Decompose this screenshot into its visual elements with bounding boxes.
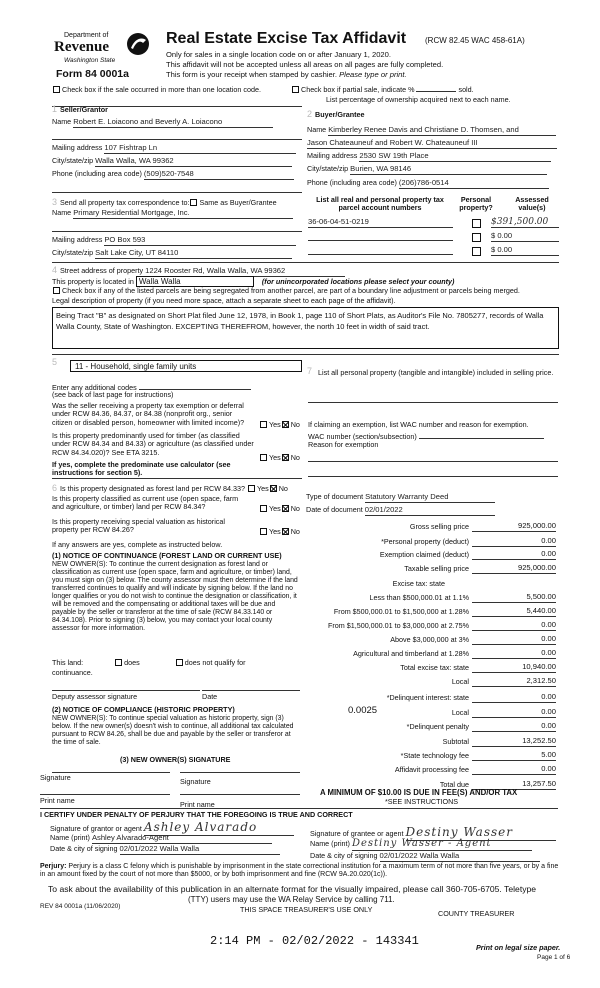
buyer-city-field[interactable]: Burien, WA 98146 — [350, 165, 547, 175]
historic-answer: Yes No — [259, 528, 300, 536]
correspondence-city-row: City/state/zip Salt Lake City, UT 84110 — [52, 249, 292, 259]
buyer-mailing-field[interactable]: 2530 SW 19th Place — [359, 152, 551, 162]
continuance-label: continuance. — [52, 668, 93, 677]
correspondence-name-row: Name Primary Residential Mortgage, Inc. — [52, 209, 293, 219]
multi-location-check[interactable] — [52, 86, 261, 94]
owner-signature-label-1: Signature — [40, 773, 71, 782]
grantor-name-field[interactable]: Ashley Alvarado-Agent — [92, 834, 272, 844]
exemption-no-checkbox[interactable] — [282, 421, 289, 428]
calc-value[interactable]: 5,500.00 — [472, 593, 556, 603]
calc-label: From $1,500,000.01 to $3,000,000 at 2.75% — [327, 621, 469, 630]
logo-dept-text: Department of — [64, 32, 109, 39]
owner-print-name-label-1: Print name — [40, 796, 75, 805]
seller-heading-text: Seller/Grantor — [60, 105, 108, 114]
grantee-date-field[interactable]: 02/01/2022 Walla Walla — [380, 852, 540, 862]
timber-yes-checkbox[interactable] — [260, 454, 267, 461]
buyer-name-row-2 — [307, 139, 557, 149]
current-use-question: Is this property classified as current use (open space, farm and agriculture, or timber) land per RCW 84.34? — [52, 494, 239, 512]
calc-label: Subtotal — [442, 737, 469, 746]
correspondence-city-field[interactable]: Salt Lake City, UT 84110 — [95, 249, 292, 259]
calc-value[interactable]: 5.00 — [472, 751, 556, 761]
calc-label: Gross selling price — [409, 522, 469, 531]
personal-property-checkbox[interactable] — [472, 247, 481, 256]
notice-continuance-title: (1) NOTICE OF CONTINUANCE (FOREST LAND OR CURRENT USE) — [52, 551, 282, 560]
header-line-2: This affidavit will not be accepted unless all areas on all pages are fully completed. — [166, 60, 444, 69]
form-rcw: (RCW 82.45 WAC 458-61A) — [425, 36, 525, 45]
seller-mailing-row: Mailing address 107 Fishtrap Ln — [52, 144, 296, 154]
multi-location-label: Check box if the sale occurred in more than one location code. — [62, 85, 261, 94]
legal-description-label: Legal description of property (if you need more space, attach a separate sheet to each page of the affidavit). — [52, 296, 396, 305]
header-line-1: Only for sales in a single location code on or after January 1, 2020. — [166, 50, 391, 59]
forest-no-checkbox[interactable] — [270, 485, 277, 492]
calc-label: *Delinquent penalty — [406, 722, 469, 731]
buyer-heading-text: Buyer/Grantee — [315, 110, 365, 119]
parcel-number-field[interactable]: 36-06-04-51-0219 — [308, 218, 453, 228]
segregated-checkbox[interactable] — [53, 287, 60, 294]
calc-label: Total excise tax: state — [400, 663, 469, 672]
grantee-date-row: Date & city of signing 02/01/2022 Walla Walla — [310, 852, 540, 862]
buyer-phone-field[interactable]: (206)786-0514 — [399, 179, 549, 189]
parcel-row-2 — [308, 232, 560, 244]
buyer-name-field-2[interactable]: Jason Chateauneuf and Robert W. Chateauneuf III — [307, 139, 557, 149]
logo-swoosh-icon — [126, 32, 150, 56]
parcel-row-1 — [308, 218, 560, 230]
land-use-select[interactable]: 11 - Household, single family units — [70, 360, 302, 372]
grantor-signature-row: Signature of grantor or agent Ashley Alvarado — [50, 821, 294, 836]
calc-value[interactable]: 0.00 — [472, 621, 556, 631]
buyer-name-field-1[interactable]: Kimberley Renee Davis and Christiane D. Thomsen, and — [328, 126, 556, 136]
calc-value[interactable]: 0.00 — [472, 537, 556, 547]
reason-row: Reason for exemption — [308, 440, 379, 449]
calc-label: Local — [451, 677, 469, 686]
calc-value[interactable]: 925,000.00 — [472, 522, 556, 532]
exemption-yes-checkbox[interactable] — [260, 421, 267, 428]
deputy-date-label: Date — [202, 692, 218, 701]
parcel-col-1-header: List all real and personal property tax parcel account numbers — [316, 195, 444, 213]
land-does-checkbox[interactable] — [115, 659, 122, 666]
grantee-signature-row: Signature of grantee or agent Destiny Wasser — [310, 826, 556, 841]
current-use-no-checkbox[interactable] — [282, 505, 289, 512]
partial-sale-label-a: Check box if partial sale, indicate % — [301, 85, 415, 94]
header-line-3 — [166, 71, 407, 80]
timber-note: If yes, complete the predominate use calculator (see instructions for section 5). — [52, 460, 231, 478]
seller-name-field[interactable]: Robert E. Loiacono and Beverly A. Loiacono — [73, 118, 273, 128]
calc-label: *State technology fee — [400, 751, 469, 760]
calc-label: Excise tax: state — [392, 579, 445, 588]
correspondence-mailing-row: Mailing address PO Box 593 — [52, 236, 296, 246]
assessed-value-field[interactable]: $ 0.00 — [491, 232, 559, 242]
owner-print-name-label-2: Print name — [180, 800, 215, 809]
calc-value[interactable]: 13,252.50 — [472, 737, 556, 747]
parcel-col-3-header: Assessed value(s) — [515, 195, 549, 213]
grantee-name-row: Name (print) Destiny Wasser - Agent — [310, 838, 532, 851]
current-use-answer: Yes No — [259, 505, 300, 513]
accessibility-note-1: To ask about the availability of this publication in an alternate format for the visually impaired, please call 360-705-6705. Teletype — [48, 884, 537, 894]
exemption-question: Was the seller receiving a property tax exemption or deferral under RCW 84.36, 84.37, or 84.38 (nonprofit org., senior citizen or disabled person, homeowner with limited income)? — [52, 401, 245, 427]
located-in-select[interactable]: Walla Walla — [136, 276, 254, 287]
calc-value[interactable]: 0.00 — [472, 708, 556, 718]
land-does-not-checkbox[interactable] — [176, 659, 183, 666]
additional-codes-row: Enter any additional codes — [52, 382, 251, 392]
county-treasurer: COUNTY TREASURER — [438, 909, 515, 918]
partial-sale-percent-field[interactable] — [416, 91, 456, 92]
seller-city-row: City/state/zip Walla Walla, WA 99362 — [52, 157, 292, 167]
page-number: Page 1 of 6 — [537, 954, 571, 961]
grantee-name-field[interactable]: Destiny Wasser - Agent — [352, 838, 532, 851]
historic-yes-checkbox[interactable] — [260, 528, 267, 535]
owner-signature-label-2: Signature — [180, 777, 211, 786]
calc-value[interactable]: 925,000.00 — [472, 564, 556, 574]
calc-label: Agricultural and timberland at 1.28% — [353, 649, 469, 658]
perjury-notice: Perjury: Perjury is a class C felony which is punishable by imprisonment in the state correctional institution for a maximum term of not more than five years, or by a fine in an amount fixed by the court of not more than $5000, or by both imprisonment and fine (RCW 9A.20.020(1c)). — [40, 863, 559, 879]
parcel-col-2-header: Personal property? — [459, 195, 493, 213]
calc-value[interactable]: 5,440.00 — [472, 607, 556, 617]
calc-value[interactable]: 0.00 — [472, 635, 556, 645]
correspondence-name-field[interactable]: Primary Residential Mortgage, Inc. — [73, 209, 293, 219]
document-date-row: Date of document 02/01/2022 — [306, 506, 495, 516]
personal-property-checkbox[interactable] — [472, 233, 481, 242]
parcel-number-field[interactable] — [308, 232, 453, 241]
forest-land-row: 6 Is this property designated as forest land per RCW 84.33? Yes No — [52, 483, 288, 493]
calc-value[interactable]: 0.00 — [472, 722, 556, 732]
segregated-check[interactable]: Check box if any of the listed parcels are being segregated from another parcel, are part of a boundary line adjustment or parcels being merged. — [52, 287, 520, 295]
calc-label: Exemption claimed (deduct) — [379, 550, 469, 559]
header-line-3-text: This form is your receipt when stamped by cashier. — [166, 70, 337, 79]
seller-phone-field[interactable]: (509)520-7548 — [144, 170, 294, 180]
calc-value[interactable]: 0.00 — [472, 765, 556, 775]
partial-sale-checkbox[interactable] — [292, 86, 299, 93]
timber-no-checkbox[interactable] — [282, 454, 289, 461]
treasurer-use-only: THIS SPACE TREASURER'S USE ONLY — [240, 905, 373, 914]
notice-continuance-body: NEW OWNER(S): To continue the current designation as forest land or classification as current use (open space, farm and agriculture, or timber) land, you must sign on (3) below. The county assessor must then determine if the land transferred continues to qualify and will indicate by signing below. If the land no longer qualifies or you do not wish to continue the designation or classification, it will be removed and the compensating or additional taxes will be due and payable by the seller or transferor at the time of sale (RCW 84.33.140 or 84.34.108). Prior to signing (3) below, you may contact your local county assessor for more information. — [52, 561, 298, 632]
see-instructions-note: *SEE INSTRUCTIONS — [385, 797, 459, 806]
buyer-name-row: Name Kimberley Renee Davis and Christiane D. Thomsen, and — [307, 126, 556, 136]
calc-label: Above $3,000,000 at 3% — [390, 635, 469, 644]
personal-property-checkbox[interactable] — [472, 219, 481, 228]
calc-label: *Personal property (deduct) — [381, 537, 469, 546]
calc-label: Local — [451, 708, 469, 717]
additional-codes-field[interactable] — [139, 382, 251, 390]
seller-phone-row: Phone (including area code) (509)520-7548 — [52, 170, 294, 180]
ownership-note: List percentage of ownership acquired next to each name. — [326, 95, 511, 104]
calc-label: *Delinquent interest: state — [386, 693, 469, 702]
personal-property-list: List all personal property (tangible and intangible) included in selling price. — [318, 368, 554, 377]
form-title: Real Estate Excise Tax Affidavit — [166, 30, 407, 47]
wac-intro: If claiming an exemption, list WAC number and reason for exemption. — [308, 420, 529, 429]
calc-label: Taxable selling price — [404, 564, 469, 573]
calc-label: Affidavit processing fee — [394, 765, 469, 774]
multi-location-checkbox[interactable] — [53, 86, 60, 93]
calc-value[interactable]: 0.00 — [472, 649, 556, 659]
street-address-row: 4 Street address of property 1224 Rooster Rd, Walla Walla, WA 99362 — [52, 265, 345, 277]
legal-description-field[interactable]: Being Tract "B" as designated on Short Plat filed June 12, 1978, in Book 1, page 110 of Short Plats, as Auditor's File No. 7805277, records of Walla Walla County, State of Washington. EXCEPTING THEREFROM, however, the north 10 feet in width of said tract. — [52, 307, 559, 349]
buyer-heading: 2 Buyer/Grantee — [307, 109, 365, 119]
calc-value[interactable]: 13,257.50 — [472, 780, 556, 790]
seller-city-field[interactable]: Walla Walla, WA 99362 — [95, 157, 292, 167]
logo-state-text: Washington State — [64, 57, 116, 64]
seller-mailing-field[interactable]: 107 Fishtrap Ln — [104, 144, 296, 154]
new-owner-signature-title: (3) NEW OWNER(S) SIGNATURE — [120, 755, 231, 764]
parcel-row-3 — [308, 246, 560, 258]
print-legal-note: Print on legal size paper. — [476, 943, 561, 952]
partial-sale-label-b: sold. — [458, 85, 474, 94]
grantor-signature-field[interactable]: Ashley Alvarado — [144, 821, 294, 836]
historic-question: Is this property receiving special valuation as historical property per RCW 84.26? — [52, 517, 225, 535]
wac-number-row: WAC number (section/subsection) — [308, 431, 544, 441]
calc-label: Less than $500,000.01 at 1.1% — [369, 593, 469, 602]
same-as-buyer-checkbox[interactable] — [190, 199, 197, 206]
calc-value[interactable]: 2,312.50 — [472, 677, 556, 687]
if-yes-note: If any answers are yes, complete as instructed below. — [52, 540, 223, 549]
header-line-3-italic: Please type or print. — [339, 70, 407, 79]
local-rate: 0.0025 — [348, 705, 378, 716]
current-use-yes-checkbox[interactable] — [260, 505, 267, 512]
assessed-value-field[interactable]: $ 0.00 — [491, 246, 559, 256]
grantor-date-field[interactable]: 02/01/2022 Walla Walla — [120, 845, 280, 855]
land-qualify-row: This land: does does not qualify for — [52, 658, 246, 667]
correspondence-mailing-field[interactable]: PO Box 593 — [104, 236, 296, 246]
buyer-city-row: City/state/zip Burien, WA 98146 — [307, 165, 547, 175]
located-in-row: This property is located in Walla Walla (for unincorporated locations please select your county) — [52, 277, 455, 286]
forest-yes-checkbox[interactable] — [248, 485, 255, 492]
wac-number-field[interactable] — [419, 431, 544, 439]
parcel-number-field[interactable] — [308, 246, 453, 255]
certify-title: I CERTIFY UNDER PENALTY OF PERJURY THAT THE FOREGOING IS TRUE AND CORRECT — [40, 810, 353, 819]
exemption-answer: Yes No — [259, 421, 300, 429]
deputy-signature-label: Deputy assessor signature — [52, 692, 138, 701]
accessibility-note-2: (TTY) users may use the WA Relay Service by calling 711. — [188, 895, 395, 904]
additional-codes-note: (see back of last page for instructions) — [52, 390, 174, 399]
partial-sale-check[interactable] — [291, 86, 474, 94]
notice-compliance-body: NEW OWNER(S): To continue special valuation as historic property, sign (3) below. If the new owner(s) doesn't wish to continue, all additional tax calculated pursuant to RCW 84.26, shall be due and payable by the seller or transferor at the time of sale. — [52, 715, 294, 746]
historic-no-checkbox[interactable] — [282, 528, 289, 535]
buyer-phone-row: Phone (including area code) (206)786-0514 — [307, 179, 549, 189]
seller-name-row: Name Robert E. Loiacono and Beverly A. Loiacono — [52, 118, 273, 128]
buyer-mailing-row: Mailing address 2530 SW 19th Place — [307, 152, 551, 162]
revision-number: REV 84 0001a (11/06/2020) — [40, 903, 121, 910]
receipt-stamp: 2:14 PM - 02/02/2022 - 143341 — [210, 934, 419, 948]
calc-label: From $500,000.01 to $1,500,000 at 1.28% — [333, 607, 469, 616]
located-in-note: (for unincorporated locations please select your county) — [261, 277, 455, 286]
seller-heading: 1 Seller/Grantor — [52, 104, 108, 114]
calc-value[interactable]: 0.00 — [472, 550, 556, 560]
document-date-field[interactable]: 02/01/2022 — [365, 506, 495, 516]
document-type-select[interactable]: Statutory Warranty Deed — [365, 493, 495, 503]
grantor-date-row: Date & city of signing 02/01/2022 Walla Walla — [50, 845, 280, 855]
grantee-signature-field[interactable]: Destiny Wasser — [406, 826, 556, 841]
timber-question: Is this property predominantly used for timber (as classified under RCW 84.34 and 84.33) or agriculture (as classified under RCW 84.34.020)? See ETA 3215. — [52, 431, 254, 457]
notice-compliance-title: (2) NOTICE OF COMPLIANCE (HISTORIC PROPERTY) — [52, 705, 235, 714]
form-number: Form 84 0001a — [56, 68, 129, 80]
calc-value[interactable]: 10,940.00 — [472, 663, 556, 673]
timber-answer: Yes No — [259, 454, 300, 462]
document-type-row: Type of document Statutory Warranty Deed — [306, 493, 495, 503]
calc-value[interactable]: 0.00 — [472, 693, 556, 703]
correspondence-heading: 3 Send all property tax correspondence to: Same as Buyer/Grantee — [52, 197, 277, 207]
grantor-name-row: Name (print) Ashley Alvarado-Agent — [50, 834, 272, 844]
assessed-value-field[interactable]: $391,500.00 — [491, 217, 559, 228]
street-address-field[interactable]: 1224 Rooster Rd, Walla Walla, WA 99362 — [145, 267, 345, 277]
logo-revenue-text: Revenue — [54, 39, 109, 55]
minimum-due-note: A MINIMUM OF $10.00 IS DUE IN FEE(S) AND/OR TAX — [320, 788, 518, 797]
calc-label: Total due — [439, 780, 469, 789]
